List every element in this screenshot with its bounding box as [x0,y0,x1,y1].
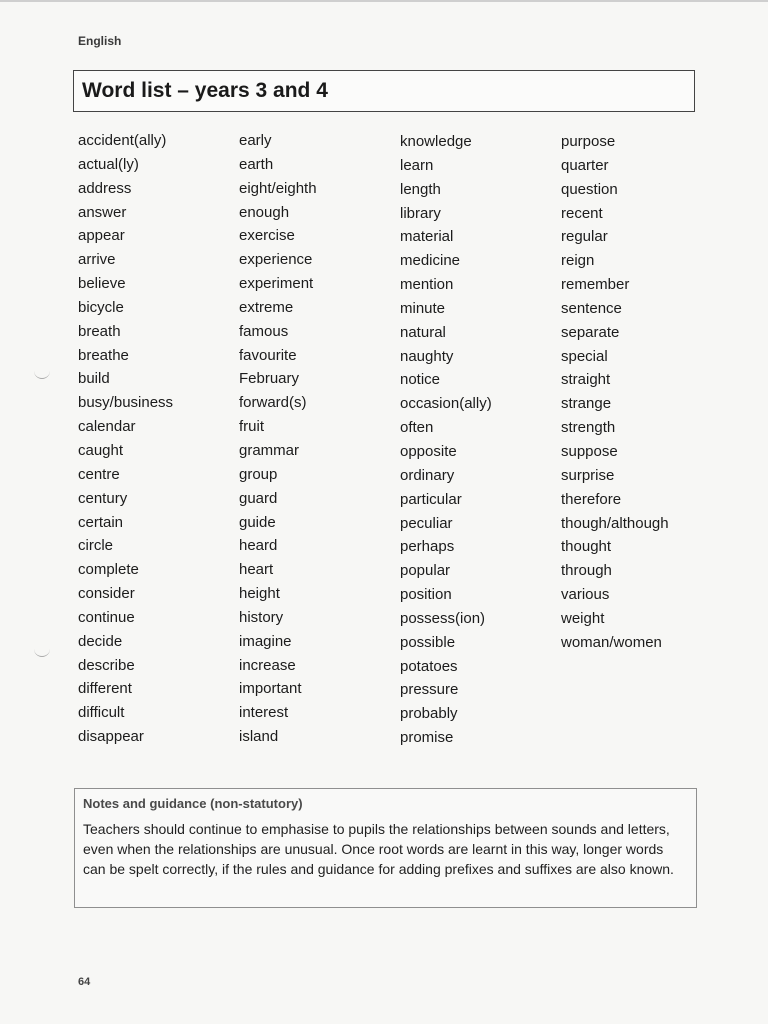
word-list-item: decide [78,632,123,650]
word-list-item: century [78,489,128,507]
word-list-item: material [400,228,454,246]
word-list-item: fruit [239,418,265,436]
word-list-item: popular [400,562,451,580]
word-list-item: answer [78,203,127,221]
word-list-item: continue [78,608,135,626]
word-column-3 [400,132,570,752]
notes-box [74,788,697,908]
margin-punch-mark [34,648,50,657]
word-list-item: position [400,586,452,604]
word-list-item: consider [78,585,135,603]
word-list-item: potatoes [400,657,458,675]
word-column-4 [561,132,731,657]
word-list-item: appear [78,227,125,245]
word-list-item: strange [561,395,612,413]
word-list-item: grammar [239,441,300,459]
word-list-item: natural [400,323,446,341]
word-list-item: guard [239,489,278,507]
word-list-item: peculiar [400,514,453,532]
subject-header: English [78,34,122,48]
word-list-item: early [239,132,272,149]
word-list-item: regular [561,228,608,246]
word-list-item: describe [78,656,135,674]
word-list-item: earth [239,155,274,173]
word-list-item: ordinary [400,466,455,484]
word-list-item: caught [78,441,124,459]
word-list-item: woman/women [561,633,662,651]
word-list-item: naughty [400,347,454,365]
word-list-item: occasion(ally) [400,395,492,413]
word-list-item: group [239,465,278,483]
title-box [73,70,695,112]
word-list-item: actual(ly) [78,155,139,173]
word-list-item: experiment [239,275,314,293]
word-list-item: disappear [78,728,144,746]
word-list-item: important [239,680,302,698]
word-list-item: knowledge [400,133,472,150]
word-list-item: enough [239,203,290,221]
word-list-item: experience [239,251,313,269]
word-list-item: difficult [78,704,125,722]
word-list-item: forward(s) [239,394,307,412]
word-list-item: mention [400,276,454,294]
word-list-item: heart [239,561,274,579]
word-list-item: breathe [78,346,129,364]
word-list-item: breath [78,322,121,340]
word-list-item: pressure [400,681,459,699]
page-top-edge [0,0,768,2]
word-list-item: certain [78,513,124,531]
word-list-item: guide [239,513,276,531]
word-list-item: length [400,180,441,198]
word-list-item: promise [400,729,454,747]
word-list-item: different [78,680,132,698]
word-list-item: history [239,608,284,626]
word-list-item: though/although [561,514,669,532]
word-list-item: complete [78,561,139,579]
word-list-item: busy/business [78,394,174,412]
word-list-item: address [78,179,132,197]
word-list-item: February [239,370,300,388]
word-list-item: minute [400,299,446,317]
word-list-item: therefore [561,490,622,508]
word-list-item: accident(ally) [78,132,167,149]
word-list-item: arrive [78,251,116,269]
word-list-item: increase [239,656,296,674]
word-list-item: thought [561,538,612,556]
word-list-item: question [561,180,618,198]
word-list-item: special [561,347,608,365]
word-column-1 [78,131,248,751]
word-list-item: notice [400,371,441,389]
word-list-item: exercise [239,227,295,245]
word-list-item: island [239,728,279,746]
word-list-item: famous [239,322,289,340]
word-list-item: purpose [561,133,616,150]
word-list-item: recent [561,204,603,222]
word-list-item: surprise [561,466,615,484]
word-list-item: reign [561,252,595,270]
word-list-item: heard [239,537,278,555]
word-list-item: quarter [561,156,609,174]
word-list-item: strength [561,419,616,437]
notes-body: Teachers should continue to emphasise to pupils the relationships between sounds and letters, even when the relationships are unusual. Once root words are learnt in this way, longer words can be spelt correctly, if the rules and guidance for adding prefixes and suffixes are also known. [83,821,674,877]
word-list-item: bicycle [78,298,124,316]
word-column-2 [239,131,409,751]
word-list-item: straight [561,371,611,389]
word-list-item: circle [78,537,114,555]
word-list-item: extreme [239,298,294,316]
word-list-item: eight/eighth [239,179,317,197]
word-list-item: opposite [400,442,457,460]
word-list-item: particular [400,490,462,508]
word-list-item: separate [561,323,620,341]
word-list-item: various [561,586,610,604]
word-list-item: centre [78,465,120,483]
word-list-item: remember [561,276,630,294]
word-list-item: interest [239,704,289,722]
word-list-item: favourite [239,346,297,364]
word-list-item: perhaps [400,538,455,556]
word-list-item: height [239,585,280,603]
word-list-item: imagine [239,632,292,650]
word-list-item: medicine [400,252,461,270]
word-list-item: possible [400,633,456,651]
word-list-item: possess(ion) [400,609,486,627]
word-list-item: calendar [78,418,136,436]
word-list-item: weight [561,609,605,627]
word-list-item: often [400,419,434,437]
word-list-item: sentence [561,299,622,317]
page-title: Word list – years 3 and 4 [82,79,328,102]
margin-punch-mark [34,370,50,379]
word-list-item: build [78,370,110,388]
word-list-item: library [400,204,441,222]
word-list-item: probably [400,705,458,723]
word-list-item: through [561,562,612,580]
page-number: 64 [78,976,91,988]
word-list-item: learn [400,156,434,174]
notes-heading: Notes and guidance (non-statutory) [83,796,303,811]
word-list-item: believe [78,275,126,293]
word-list-item: suppose [561,442,618,460]
